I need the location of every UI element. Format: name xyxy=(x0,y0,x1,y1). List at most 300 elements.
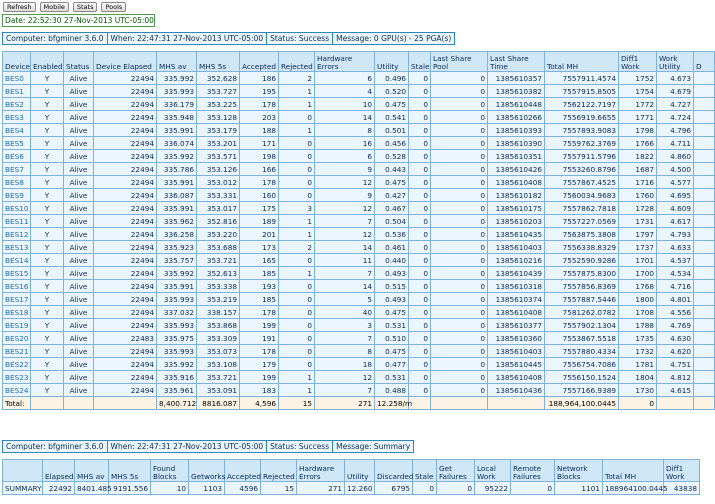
table-cell: 22494 xyxy=(94,267,157,280)
table-cell: 335.993 xyxy=(157,345,197,358)
table-cell: Alive xyxy=(64,202,94,215)
column-header xyxy=(3,460,43,482)
summary-row xyxy=(3,482,700,495)
table-cell: 10 xyxy=(315,98,375,111)
table-cell: 7557893.9083 xyxy=(545,124,619,137)
table-cell: 353.073 xyxy=(197,345,240,358)
table-cell: 0 xyxy=(431,228,488,241)
summary-info-bar xyxy=(2,440,414,453)
table-cell: 1385610435 xyxy=(488,228,545,241)
table-cell: Alive xyxy=(64,254,94,267)
table-row xyxy=(3,345,715,358)
table-cell: 0.531 xyxy=(375,319,409,332)
table-cell: 4.630 xyxy=(657,332,694,345)
table-cell: 4.673 xyxy=(657,72,694,85)
table-cell: 18 xyxy=(315,358,375,371)
table-cell: 1385610351 xyxy=(488,150,545,163)
table-cell: 193 xyxy=(240,280,279,293)
table-cell: 1797 xyxy=(619,228,657,241)
table-cell: 14 xyxy=(315,241,375,254)
column-header: D xyxy=(694,52,715,72)
column-header: MHS 5s xyxy=(197,52,240,72)
table-cell: 1760 xyxy=(619,189,657,202)
table-cell: 1701 xyxy=(619,254,657,267)
table-row xyxy=(3,124,715,137)
table-cell: Alive xyxy=(64,176,94,189)
table-cell: 2 xyxy=(279,241,315,254)
table-cell: 1385610448 xyxy=(488,98,545,111)
table-cell: 0 xyxy=(279,189,315,202)
table-cell xyxy=(694,384,715,397)
table-cell: 7553260.8796 xyxy=(545,163,619,176)
table-cell: 3 xyxy=(315,319,375,332)
table-cell: 1 xyxy=(279,98,315,111)
table-cell xyxy=(694,189,715,202)
table-row xyxy=(3,241,715,254)
table-cell: 1 xyxy=(279,124,315,137)
table-cell: 0.427 xyxy=(375,189,409,202)
table-cell: 352.816 xyxy=(197,215,240,228)
table-cell: 0 xyxy=(279,280,315,293)
table-cell: 1385610393 xyxy=(488,124,545,137)
table-cell: 0.531 xyxy=(375,371,409,384)
table-row xyxy=(3,85,715,98)
table-row xyxy=(3,384,715,397)
summary-label: SUMMARY xyxy=(3,482,43,495)
table-cell: 178 xyxy=(240,306,279,319)
table-cell: 7556150.1524 xyxy=(545,371,619,384)
table-cell: 0 xyxy=(279,306,315,319)
table-cell: 0.467 xyxy=(375,202,409,215)
table-cell: 7581262.0782 xyxy=(545,306,619,319)
total-cell: 12.258/m xyxy=(375,397,409,410)
table-cell: 22494 xyxy=(94,319,157,332)
summary-cell: 6795 xyxy=(375,482,413,495)
table-cell: 0 xyxy=(431,150,488,163)
table-cell: 7557867.4525 xyxy=(545,176,619,189)
device-name: BES24 xyxy=(3,384,31,397)
summary-cell: 0 xyxy=(437,482,475,495)
table-cell: 1732 xyxy=(619,345,657,358)
table-cell xyxy=(694,215,715,228)
table-cell: 0 xyxy=(431,371,488,384)
table-row xyxy=(3,254,715,267)
column-header: MHS 5s xyxy=(109,460,151,482)
table-row xyxy=(3,202,715,215)
table-cell: 22494 xyxy=(94,176,157,189)
table-cell: 0 xyxy=(279,293,315,306)
table-cell: Alive xyxy=(64,189,94,202)
table-cell: 166 xyxy=(240,163,279,176)
table-cell: 0 xyxy=(431,332,488,345)
device-name: BES19 xyxy=(3,319,31,332)
table-cell: 0 xyxy=(409,228,431,241)
table-cell: 1731 xyxy=(619,215,657,228)
total-cell xyxy=(694,397,715,410)
table-cell: 22494 xyxy=(94,137,157,150)
device-name: BES15 xyxy=(3,267,31,280)
table-cell: 1385610175 xyxy=(488,202,545,215)
table-cell: Y xyxy=(31,228,64,241)
table-cell: 336.258 xyxy=(157,228,197,241)
table-cell: 353.688 xyxy=(197,241,240,254)
table-cell: 191 xyxy=(240,332,279,345)
column-header: Get Failures xyxy=(437,460,475,482)
table-cell: 0 xyxy=(409,332,431,345)
table-cell: 1730 xyxy=(619,384,657,397)
table-cell: 0 xyxy=(409,358,431,371)
table-cell: 0.456 xyxy=(375,137,409,150)
table-cell: 0 xyxy=(409,111,431,124)
table-cell: 7 xyxy=(315,332,375,345)
column-header: Work Utility xyxy=(657,52,694,72)
summary-cell: 12.260 xyxy=(345,482,375,495)
table-cell xyxy=(694,98,715,111)
table-cell: 0 xyxy=(409,345,431,358)
table-cell: 0 xyxy=(409,371,431,384)
table-cell: 1385610436 xyxy=(488,384,545,397)
table-cell: 0.488 xyxy=(375,384,409,397)
column-header: Stale xyxy=(409,52,431,72)
table-row xyxy=(3,228,715,241)
table-cell: 0 xyxy=(409,137,431,150)
date-display: Date: 22:52:30 27-Nov-2013 UTC-05:00 xyxy=(2,14,155,27)
table-cell: Alive xyxy=(64,72,94,85)
device-name: BES0 xyxy=(3,72,31,85)
table-cell: 195 xyxy=(240,85,279,98)
table-row xyxy=(3,371,715,384)
table-cell: 0 xyxy=(279,137,315,150)
table-cell: 1735 xyxy=(619,332,657,345)
table-cell: 335.993 xyxy=(157,293,197,306)
column-header: Hardware Errors xyxy=(297,460,345,482)
table-cell: 0 xyxy=(279,111,315,124)
table-cell: 0 xyxy=(431,319,488,332)
summary-cell: 15 xyxy=(261,482,297,495)
info-computer: Computer: bfgminer 3.6.0 xyxy=(3,33,108,44)
table-cell: 0 xyxy=(409,124,431,137)
table-cell: 335.991 xyxy=(157,176,197,189)
table-cell: 22494 xyxy=(94,124,157,137)
table-cell: 0 xyxy=(409,98,431,111)
summary-info-computer: Computer: bfgminer 3.6.0 xyxy=(3,441,108,452)
table-cell: 335.961 xyxy=(157,384,197,397)
table-cell: 0 xyxy=(431,254,488,267)
table-cell: 4 xyxy=(315,85,375,98)
table-cell xyxy=(694,124,715,137)
table-cell: 183 xyxy=(240,384,279,397)
table-cell: 353.571 xyxy=(197,150,240,163)
table-cell: 0 xyxy=(409,254,431,267)
table-cell: 0.501 xyxy=(375,124,409,137)
table-cell: 8 xyxy=(315,345,375,358)
summary-cell: 271 xyxy=(297,482,345,495)
table-cell: 7556754.7086 xyxy=(545,358,619,371)
device-name: BES14 xyxy=(3,254,31,267)
table-cell: 4.695 xyxy=(657,189,694,202)
table-cell: 337.032 xyxy=(157,306,197,319)
table-cell: 4.534 xyxy=(657,267,694,280)
table-cell: 4.751 xyxy=(657,358,694,371)
total-label: Total: xyxy=(3,397,31,410)
table-cell: 12 xyxy=(315,228,375,241)
column-header: Total MH xyxy=(603,460,664,482)
table-cell: Y xyxy=(31,202,64,215)
table-row xyxy=(3,137,715,150)
table-cell: 0 xyxy=(409,306,431,319)
table-cell: 0.477 xyxy=(375,358,409,371)
table-cell xyxy=(694,319,715,332)
column-header: Stale xyxy=(413,460,437,482)
table-cell: Alive xyxy=(64,293,94,306)
table-cell xyxy=(694,267,715,280)
table-cell: 1772 xyxy=(619,98,657,111)
table-cell: Y xyxy=(31,111,64,124)
table-cell: 1728 xyxy=(619,202,657,215)
table-cell: 0 xyxy=(431,98,488,111)
table-cell: 1 xyxy=(279,267,315,280)
column-header: MHS av xyxy=(157,52,197,72)
table-cell: Alive xyxy=(64,241,94,254)
table-cell: 22494 xyxy=(94,371,157,384)
table-cell xyxy=(694,371,715,384)
column-header: Status xyxy=(64,52,94,72)
column-header: MHS av xyxy=(75,460,109,482)
table-cell: 353.721 xyxy=(197,254,240,267)
info-message: Message: 0 GPU(s) - 25 PGA(s) xyxy=(336,34,452,43)
table-cell: 3 xyxy=(279,202,315,215)
table-cell: 335.991 xyxy=(157,280,197,293)
device-name: BES9 xyxy=(3,189,31,202)
device-name: BES1 xyxy=(3,85,31,98)
table-cell: 4.724 xyxy=(657,111,694,124)
table-cell: 7557880.4334 xyxy=(545,345,619,358)
table-cell: Y xyxy=(31,384,64,397)
table-cell xyxy=(694,241,715,254)
table-cell: 22494 xyxy=(94,72,157,85)
table-cell: 0 xyxy=(431,280,488,293)
table-cell: 353.331 xyxy=(197,189,240,202)
column-header: Device Elapsed xyxy=(94,52,157,72)
table-cell: 22494 xyxy=(94,280,157,293)
table-row xyxy=(3,150,715,163)
table-cell: Alive xyxy=(64,150,94,163)
table-cell: Y xyxy=(31,150,64,163)
column-header: Found Blocks xyxy=(151,460,189,482)
table-cell: 4.769 xyxy=(657,319,694,332)
table-cell xyxy=(694,306,715,319)
table-cell: 353.721 xyxy=(197,371,240,384)
table-cell: 335.975 xyxy=(157,332,197,345)
table-cell: Y xyxy=(31,254,64,267)
device-name: BES17 xyxy=(3,293,31,306)
table-cell: 353.017 xyxy=(197,202,240,215)
table-cell: 22494 xyxy=(94,85,157,98)
table-cell: 0.443 xyxy=(375,163,409,176)
pools-button[interactable]: Pools xyxy=(101,2,126,12)
table-cell: 0 xyxy=(431,176,488,189)
table-cell: 171 xyxy=(240,137,279,150)
table-cell: 7 xyxy=(315,215,375,228)
column-header: Accepted xyxy=(225,460,261,482)
table-cell xyxy=(694,228,715,241)
table-cell: 9 xyxy=(315,189,375,202)
table-row xyxy=(3,163,715,176)
table-cell: 1771 xyxy=(619,111,657,124)
table-cell: 8 xyxy=(315,124,375,137)
table-row xyxy=(3,358,715,371)
table-cell: 201 xyxy=(240,228,279,241)
table-cell: 22494 xyxy=(94,241,157,254)
table-cell: 22494 xyxy=(94,215,157,228)
table-cell: 1 xyxy=(279,228,315,241)
table-cell: 1766 xyxy=(619,137,657,150)
device-name: BES12 xyxy=(3,228,31,241)
column-header: Rejected xyxy=(279,52,315,72)
stats-button[interactable]: Stats xyxy=(73,2,98,12)
table-cell: 22494 xyxy=(94,358,157,371)
table-cell: 335.993 xyxy=(157,319,197,332)
table-cell: 22483 xyxy=(94,332,157,345)
total-cell xyxy=(64,397,94,410)
table-cell: 335.916 xyxy=(157,371,197,384)
table-cell: 173 xyxy=(240,241,279,254)
table-cell xyxy=(694,85,715,98)
summary-cell: 43838 xyxy=(664,482,700,495)
table-cell: 0.536 xyxy=(375,228,409,241)
table-cell: 4.812 xyxy=(657,371,694,384)
table-cell: 4.500 xyxy=(657,163,694,176)
table-cell: 0 xyxy=(279,345,315,358)
table-cell: 0 xyxy=(409,202,431,215)
table-cell: 22494 xyxy=(94,202,157,215)
table-cell: 0 xyxy=(409,150,431,163)
device-name: BES4 xyxy=(3,124,31,137)
info-status: Status: Success xyxy=(267,33,333,44)
table-cell: Y xyxy=(31,280,64,293)
table-cell: 12 xyxy=(315,371,375,384)
table-cell: 0 xyxy=(431,306,488,319)
table-cell: 0.496 xyxy=(375,72,409,85)
table-cell: 1781 xyxy=(619,358,657,371)
table-cell: 0 xyxy=(409,72,431,85)
table-cell: 7557856.8369 xyxy=(545,280,619,293)
table-cell: 4.679 xyxy=(657,85,694,98)
table-cell: 1385610439 xyxy=(488,267,545,280)
column-header: Hardware Errors xyxy=(315,52,375,72)
device-name: BES6 xyxy=(3,150,31,163)
table-cell xyxy=(694,163,715,176)
total-cell: 4,596 xyxy=(240,397,279,410)
table-cell: 6 xyxy=(315,72,375,85)
table-cell: 6 xyxy=(315,150,375,163)
device-name: BES13 xyxy=(3,241,31,254)
table-cell: 336.074 xyxy=(157,137,197,150)
table-row xyxy=(3,267,715,280)
device-name: BES23 xyxy=(3,371,31,384)
table-cell: 335.992 xyxy=(157,358,197,371)
table-cell: 199 xyxy=(240,319,279,332)
table-cell: 1385610390 xyxy=(488,137,545,150)
table-cell: 1687 xyxy=(619,163,657,176)
table-cell: 1800 xyxy=(619,293,657,306)
total-cell: 0 xyxy=(619,397,657,410)
table-cell: 4.633 xyxy=(657,241,694,254)
table-cell: 353.868 xyxy=(197,319,240,332)
table-cell: 0 xyxy=(409,241,431,254)
column-header: Network Blocks xyxy=(555,460,603,482)
table-cell: 0 xyxy=(409,215,431,228)
table-cell: Y xyxy=(31,267,64,280)
table-cell: 0.510 xyxy=(375,332,409,345)
table-cell: 0 xyxy=(409,267,431,280)
table-cell: 12 xyxy=(315,202,375,215)
summary-cell: 1103 xyxy=(189,482,225,495)
refresh-button[interactable]: Refresh xyxy=(3,2,36,12)
table-cell: 0.493 xyxy=(375,293,409,306)
table-cell: 0 xyxy=(409,280,431,293)
total-cell: 15 xyxy=(279,397,315,410)
table-cell: Y xyxy=(31,345,64,358)
table-cell: 0 xyxy=(279,163,315,176)
table-cell: 1385610318 xyxy=(488,280,545,293)
table-cell: 335.993 xyxy=(157,85,197,98)
table-cell: Alive xyxy=(64,306,94,319)
table-cell xyxy=(694,358,715,371)
table-cell: 352.613 xyxy=(197,267,240,280)
table-cell: 335.923 xyxy=(157,241,197,254)
table-cell: 22494 xyxy=(94,189,157,202)
summary-cell: 4596 xyxy=(225,482,261,495)
table-cell: 0.504 xyxy=(375,215,409,228)
table-cell: 353.225 xyxy=(197,98,240,111)
table-cell: 4.793 xyxy=(657,228,694,241)
column-header: Discarded xyxy=(375,460,413,482)
summary-cell: 0 xyxy=(511,482,555,495)
table-cell: 178 xyxy=(240,345,279,358)
summary-cell: 10 xyxy=(151,482,189,495)
mobile-button[interactable]: Mobile xyxy=(40,2,69,12)
summary-cell: 0 xyxy=(413,482,437,495)
table-cell: 0 xyxy=(409,384,431,397)
table-cell: 7557915.8505 xyxy=(545,85,619,98)
table-cell: Y xyxy=(31,293,64,306)
table-cell: Y xyxy=(31,371,64,384)
table-cell: 0 xyxy=(279,358,315,371)
column-header: Utility xyxy=(375,52,409,72)
table-cell: 1798 xyxy=(619,124,657,137)
table-cell: 198 xyxy=(240,150,279,163)
table-cell: 353.201 xyxy=(197,137,240,150)
table-cell: 335.786 xyxy=(157,163,197,176)
total-cell: 8816.087 xyxy=(197,397,240,410)
table-cell: 0 xyxy=(431,267,488,280)
table-cell: 1385610408 xyxy=(488,306,545,319)
table-cell: 22494 xyxy=(94,228,157,241)
total-cell xyxy=(488,397,545,410)
column-header: Utility xyxy=(345,460,375,482)
table-cell: 353.012 xyxy=(197,176,240,189)
table-cell: 22494 xyxy=(94,293,157,306)
table-row xyxy=(3,306,715,319)
table-cell: Y xyxy=(31,319,64,332)
device-name: BES10 xyxy=(3,202,31,215)
table-cell: Alive xyxy=(64,111,94,124)
table-cell: 4.537 xyxy=(657,254,694,267)
table-cell: 7557911.4574 xyxy=(545,72,619,85)
table-cell: 0 xyxy=(431,384,488,397)
table-cell: Alive xyxy=(64,280,94,293)
